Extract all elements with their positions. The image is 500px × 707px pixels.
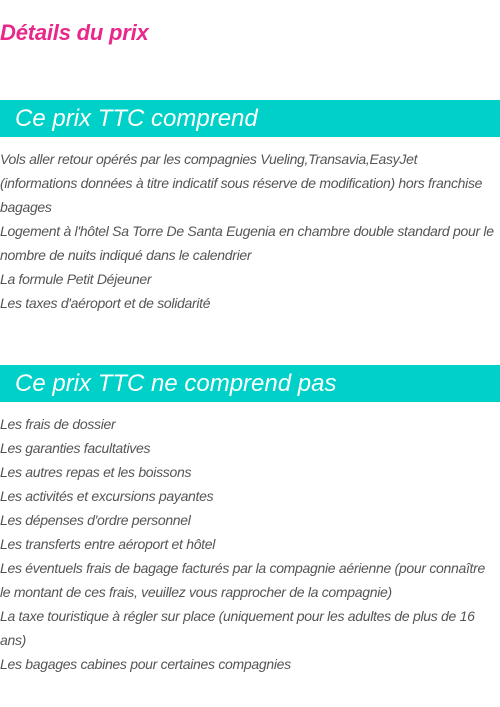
included-item: La formule Petit Déjeuner <box>0 271 152 287</box>
included-item: Les taxes d'aéroport et de solidarité <box>0 295 211 311</box>
included-item: Logement à l'hôtel Sa Torre De Santa Eugenia en chambre double standard pour le nombre de nuits indiqué dans le calendrier <box>0 223 494 263</box>
excluded-item: La taxe touristique à régler sur place (uniquement pour les adultes de plus de 16 ans) <box>0 608 475 648</box>
excluded-item: Les transferts entre aéroport et hôtel <box>0 536 216 552</box>
excluded-section-heading: Ce prix TTC ne comprend pas <box>0 365 500 402</box>
page-title: Détails du prix <box>0 20 149 45</box>
excluded-item: Les bagages cabines pour certaines compagnies <box>0 656 291 672</box>
excluded-item: Les dépenses d'ordre personnel <box>0 512 191 528</box>
excluded-item: Les autres repas et les boissons <box>0 464 192 480</box>
excluded-item: Les garanties facultatives <box>0 440 151 456</box>
excluded-item: Les frais de dossier <box>0 416 116 432</box>
included-item: Vols aller retour opérés par les compagnies Vueling,Transavia,EasyJet (informations données à titre indicatif sous réserve de modification) hors franchise bagages <box>0 151 483 215</box>
excluded-list <box>0 412 496 676</box>
excluded-item: Les éventuels frais de bagage facturés par la compagnie aérienne (pour connaître le montant de ces frais, veuillez vous rapprocher de la compagnie) <box>0 560 485 600</box>
excluded-item: Les activités et excursions payantes <box>0 488 214 504</box>
included-section-heading: Ce prix TTC comprend <box>0 100 500 137</box>
included-list <box>0 147 496 315</box>
